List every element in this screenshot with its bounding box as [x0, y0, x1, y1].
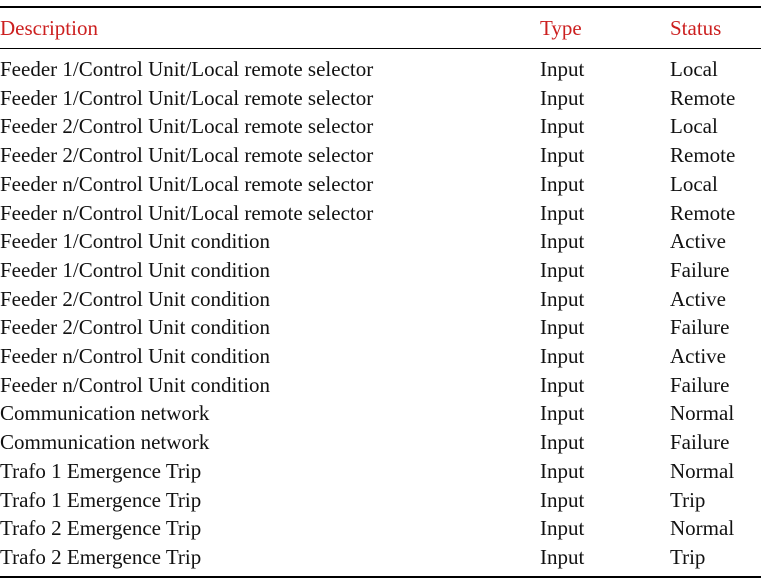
cell-status: Failure	[670, 257, 730, 282]
cell-description: Feeder n/Control Unit/Local remote selector	[0, 200, 374, 225]
header-row	[0, 8, 761, 48]
cell-status: Normal	[670, 458, 735, 483]
cell-status: Remote	[670, 143, 736, 168]
cell-description: Feeder 1/Control Unit/Local remote selector	[0, 85, 374, 110]
cell-description: Trafo 2 Emergence Trip	[0, 544, 202, 569]
table-row	[0, 514, 761, 543]
cell-description: Communication network	[0, 430, 210, 455]
cell-description: Feeder n/Control Unit condition	[0, 372, 271, 397]
cell-description: Feeder n/Control Unit/Local remote selector	[0, 171, 374, 196]
cell-status: Trip	[670, 544, 706, 569]
cell-status: Local	[670, 114, 718, 139]
cell-status: Failure	[670, 315, 730, 340]
cell-status: Local	[670, 57, 718, 81]
table-row	[0, 256, 761, 285]
cell-type: Input	[540, 430, 585, 455]
cell-type: Input	[540, 286, 585, 311]
header-status: Status	[670, 16, 722, 40]
cell-description: Communication network	[0, 401, 210, 426]
table-row	[0, 399, 761, 428]
cell-description: Feeder 2/Control Unit/Local remote selector	[0, 114, 374, 139]
cell-description: Trafo 1 Emergence Trip	[0, 487, 202, 512]
table-row	[0, 227, 761, 256]
cell-status: Active	[670, 344, 726, 369]
table-row	[0, 543, 761, 572]
cell-status: Normal	[670, 401, 735, 426]
cell-type: Input	[540, 344, 585, 369]
table-row	[0, 84, 761, 113]
cell-type: Input	[540, 229, 585, 254]
cell-type: Input	[540, 171, 585, 196]
cell-status: Failure	[670, 372, 730, 397]
cell-description: Feeder 1/Control Unit condition	[0, 257, 271, 282]
header-type: Type	[540, 16, 582, 40]
io-status-table	[0, 8, 761, 48]
cell-type: Input	[540, 516, 585, 541]
cell-type: Input	[540, 315, 585, 340]
cell-status: Normal	[670, 516, 735, 541]
cell-status: Failure	[670, 430, 730, 455]
table-row	[0, 457, 761, 486]
io-status-table-container	[0, 6, 761, 578]
table-body	[0, 55, 761, 572]
table-row	[0, 199, 761, 228]
table-row	[0, 170, 761, 199]
cell-status: Remote	[670, 85, 736, 110]
table-row	[0, 112, 761, 141]
cell-status: Remote	[670, 200, 736, 225]
cell-description: Trafo 2 Emergence Trip	[0, 516, 202, 541]
io-status-table-body	[0, 49, 761, 576]
table-row	[0, 428, 761, 457]
cell-type: Input	[540, 114, 585, 139]
cell-type: Input	[540, 458, 585, 483]
cell-type: Input	[540, 487, 585, 512]
cell-description: Feeder 2/Control Unit condition	[0, 315, 271, 340]
cell-description: Trafo 1 Emergence Trip	[0, 458, 202, 483]
cell-description: Feeder 2/Control Unit condition	[0, 286, 271, 311]
table-row	[0, 55, 761, 84]
table-bottom-rule	[0, 576, 761, 578]
cell-type: Input	[540, 257, 585, 282]
cell-description: Feeder 2/Control Unit/Local remote selector	[0, 143, 374, 168]
table-row	[0, 141, 761, 170]
cell-status: Trip	[670, 487, 706, 512]
table-row	[0, 486, 761, 515]
cell-type: Input	[540, 57, 585, 81]
table-row	[0, 313, 761, 342]
cell-description: Feeder 1/Control Unit condition	[0, 229, 271, 254]
cell-type: Input	[540, 372, 585, 397]
table-row	[0, 342, 761, 371]
table-row	[0, 285, 761, 314]
cell-status: Local	[670, 171, 718, 196]
cell-type: Input	[540, 143, 585, 168]
cell-type: Input	[540, 200, 585, 225]
header-description: Description	[0, 16, 98, 40]
cell-status: Active	[670, 286, 726, 311]
cell-type: Input	[540, 401, 585, 426]
cell-description: Feeder 1/Control Unit/Local remote selector	[0, 57, 374, 81]
cell-type: Input	[540, 544, 585, 569]
cell-type: Input	[540, 85, 585, 110]
table-row	[0, 371, 761, 400]
table-header	[0, 8, 761, 48]
cell-description: Feeder n/Control Unit condition	[0, 344, 271, 369]
cell-status: Active	[670, 229, 726, 254]
